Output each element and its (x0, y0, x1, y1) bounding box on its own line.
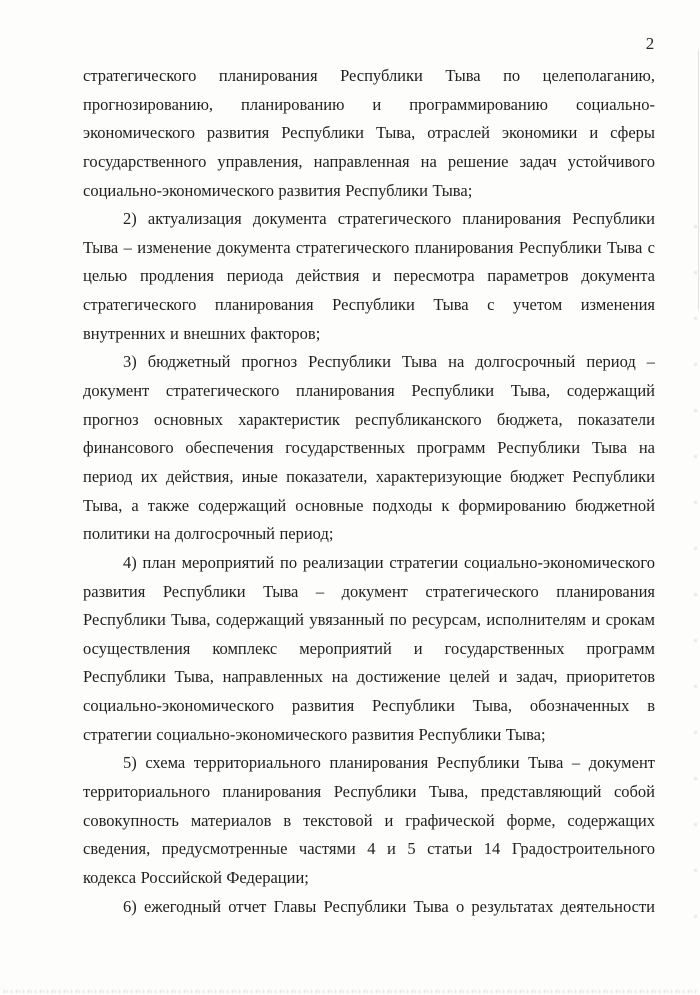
paragraph (83, 549, 655, 749)
text-line: территориального планирования Республики Тыва, представляющий собой (83, 782, 655, 802)
text-line: 2) актуализация документа стратегического планирования Республики (123, 209, 655, 229)
text-line: документ стратегического планирования Республики Тыва, содержащий (83, 381, 655, 401)
paragraph (83, 62, 655, 205)
text-line: социально-экономического развития Республики Тыва, обозначенных в (83, 696, 655, 716)
scan-artifact-right (694, 225, 697, 925)
text-line: Тыва, а также содержащий основные подходы к формированию бюджетной (83, 495, 655, 515)
text-line: Республики Тыва, содержащий увязанный по ресурсам, исполнителям и срокам (83, 610, 655, 630)
text-line: развития Республики Тыва – документ стратегического планирования (83, 581, 655, 601)
scan-edge-line (698, 50, 699, 310)
paragraph (83, 348, 655, 548)
text-line: политики на долгосрочный период; (83, 524, 334, 544)
text-line: социально-экономического развития Республики Тыва; (83, 180, 473, 200)
text-line: осуществления комплекс мероприятий и государственных программ (83, 638, 655, 658)
text-line: стратегического планирования Республики Тыва по целеполаганию, (83, 66, 655, 85)
document-text (83, 62, 655, 921)
text-line: стратегического планирования Республики Тыва с учетом изменения (83, 295, 655, 315)
text-line: 6) ежегодный отчет Главы Республики Тыва о результатах деятельности (123, 896, 655, 916)
text-line: 4) план мероприятий по реализации стратегии социально-экономического (123, 552, 655, 572)
text-line: совокупность материалов в текстовой и графической форме, содержащих (83, 810, 655, 830)
text-line: внутренних и внешних факторов; (83, 323, 321, 343)
text-line: Республики Тыва, направленных на достижение целей и задач, приоритетов (83, 667, 655, 687)
text-line: период их действия, иные показатели, характеризующие бюджет Республики (83, 466, 655, 486)
paragraph (83, 749, 655, 892)
page-number: 2 (645, 34, 655, 53)
text-line: государственного управления, направленная на решение задач устойчивого (83, 151, 655, 171)
text-line: 3) бюджетный прогноз Республики Тыва на долгосрочный период – (123, 352, 655, 372)
text-line: финансового обеспечения государственных программ Республики Тыва на (83, 438, 655, 458)
text-line: экономического развития Республики Тыва, отраслей экономики и сферы (83, 123, 655, 143)
scan-artifact-bottom (4, 990, 696, 993)
text-line: кодекса Российской Федерации; (83, 867, 309, 887)
text-line: прогноз основных характеристик республиканского бюджета, показатели (83, 409, 655, 429)
paragraph (83, 893, 655, 922)
paragraph (83, 205, 655, 348)
text-line: целью продления периода действия и пересмотра параметров документа (83, 266, 655, 286)
text-line: 5) схема территориального планирования Республики Тыва – документ (123, 753, 655, 773)
text-line: сведения, предусмотренные частями 4 и 5 статьи 14 Градостроительного (83, 839, 655, 859)
text-line: прогнозированию, планированию и программированию социально- (83, 94, 655, 114)
text-line: стратегии социально-экономического развития Республики Тыва; (83, 724, 546, 744)
text-line: Тыва – изменение документа стратегического планирования Республики Тыва с (83, 237, 655, 257)
